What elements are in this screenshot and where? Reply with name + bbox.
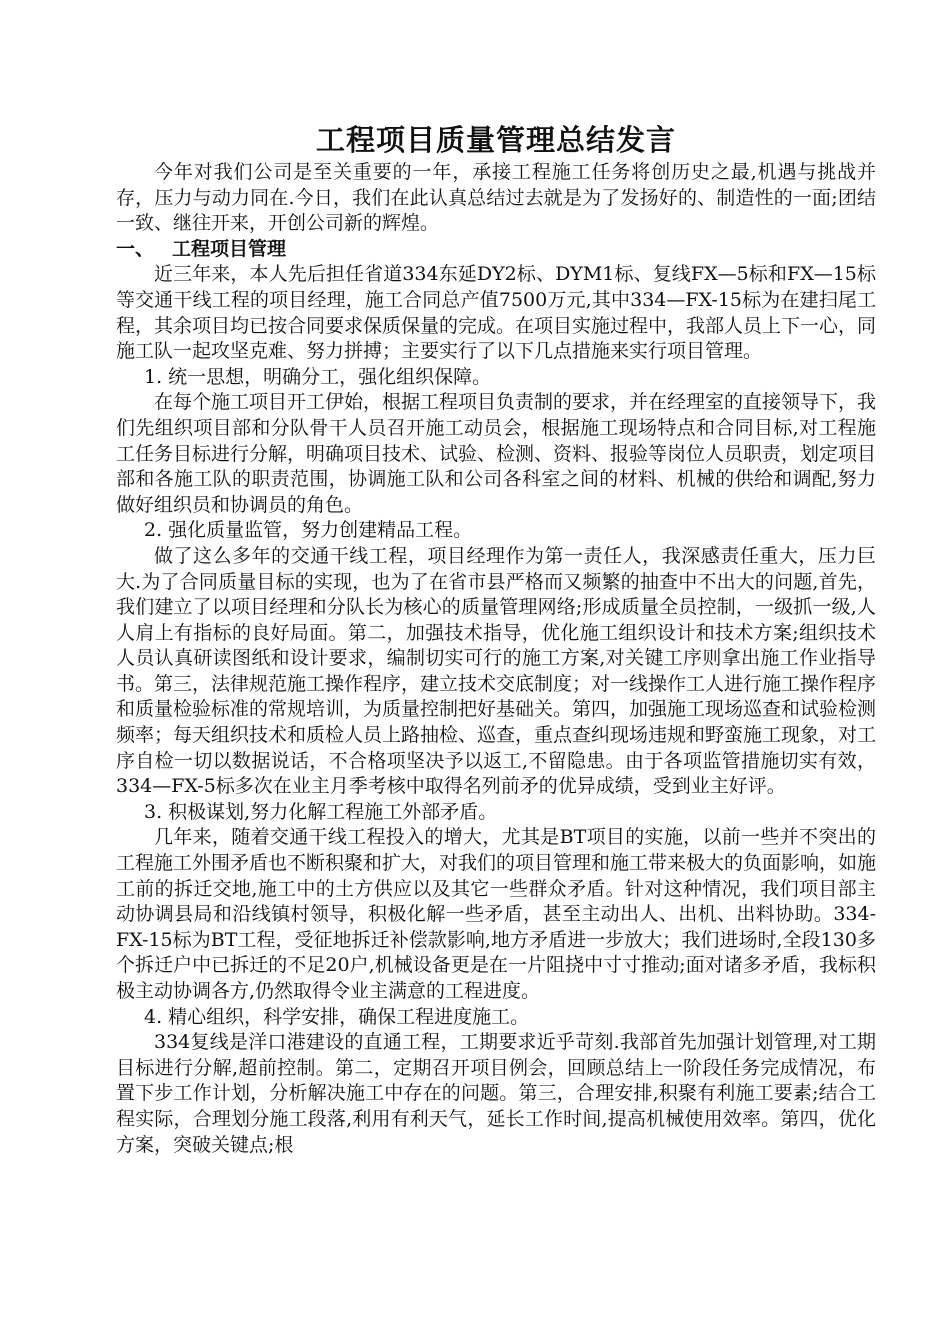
item-heading-4: 4. 精心组织，科学安排，确保工程进度施工。 [144, 1005, 530, 1028]
item-heading-2: 2. 强化质量监管，努力创建精品工程。 [144, 519, 473, 542]
item-body-2: 做了这么多年的交通干线工程，项目经理作为第一责任人，我深感责任重大，压力巨大.为了合同质量目标的实现，也为了在省市县严格而又频繁的抽查中不出大的问题,首先，我们建立了以项目经理和分队长为核心的质量管理网络;形成质量全员控制，一级抓一级,人人肩上有指标的良好局面。第二，加强技术指导，优化施工组织设计和技术方案;组织技术人员认真研读图纸和设计要求，编制切实可行的施工方案,对关键工序则拿出施工作业指导书。第三，法律规范施工操作程序，建立技术交底制度；对一线操作工人进行施工操作程序和质量检验标准的常规培训，为质量控制把好基础关。第四，加强施工现场巡查和试验检测频率；每天组织技术和质检人员上路抽检、巡查，重点查纠现场违规和野蛮施工现象，对工序自检一切以数据说话，不合格项坚决予以返工,不留隐患。由于各项监管措施切实有效，334—FX-5标多次在业主月季考核中取得名列前矛的优异成绩，受到业主好评。 [116, 544, 877, 798]
item-body-1: 在每个施工项目开工伊始，根据工程项目负责制的要求，并在经理室的直接领导下，我们先组织项目部和分队骨干人员召开施工动员会，根据施工现场特点和合同目标,对工程施工任务目标进行分解，明确项目技术、试验、检测、资料、报验等岗位人员职责，划定项目部和各施工队的职责范围，协调施工队和公司各科室之间的材料、机械的供给和调配,努力做好组织员和协调员的角色。 [116, 391, 877, 516]
item-body-4: 334复线是洋口港建设的直通工程，工期要求近乎苛刻.我部首先加强计划管理,对工期目标进行分解,超前控制。第二，定期召开项目例会，回顾总结上一阶段任务完成情况，布置下步工作计划，分析解决施工中存在的问题。第三，合理安排,积聚有利施工要素;结合工程实际，合理划分施工段落,利用有利天气，延长工作时间,提高机械使用效率。第四，优化方案，突破关键点;根 [116, 1031, 876, 1156]
section-heading [116, 237, 876, 263]
document-page [116, 120, 876, 1158]
section-paragraph: 近三年来，本人先后担任省道334东延DY2标、DYM1标、复线FX—5标和FX—15标等交通干线工程的项目经理，施工合同总产值7500万元,其中334—FX-15标为在建扫尾工程，其余项目均已按合同要求保质保量的完成。在项目实施过程中，我部人员上下一心，同施工队一起攻坚克难、努力拼搏；主要实行了以下几点措施来实行项目管理。 [116, 263, 877, 363]
section-heading-text: 工程项目管理 [172, 237, 287, 260]
item-body-3: 几年来，随着交通干线工程投入的增大，尤其是BT项目的实施，以前一些并不突出的工程施工外围矛盾也不断积聚和扩大，对我们的项目管理和施工带来极大的负面影响，如施工前的拆迁交地,施工中的土方供应以及其它一些群众矛盾。针对这种情况，我们项目部主动协调县局和沿线镇村领导，积极化解一些矛盾，甚至主动出人、出机、出料协助。334-FX-15标为BT工程，受征地拆迁补偿款影响,地方矛盾进一步放大；我们进场时,全段130多个拆迁户中已拆迁的不足20户,机械设备更是在一片阻挠中寸寸推动;面对诸多矛盾，我标积极主动协调各方,仍然取得令业主满意的工程进度。 [116, 826, 877, 1002]
section-number: 一、 [116, 237, 155, 260]
item-heading-3: 3. 积极谋划,努力化解工程施工外部矛盾。 [144, 800, 498, 823]
item-heading-1: 1. 统一思想，明确分工，强化组织保障。 [144, 365, 492, 388]
document-title: 工程项目质量管理总结发言 [315, 123, 676, 157]
intro-paragraph: 今年对我们公司是至关重要的一年，承接工程施工任务将创历史之最,机遇与挑战并存，压力与动力同在.今日，我们在此认真总结过去就是为了发扬好的、制造性的一面;团结一致、继往开来，开创公司新的辉煌。 [116, 161, 876, 235]
